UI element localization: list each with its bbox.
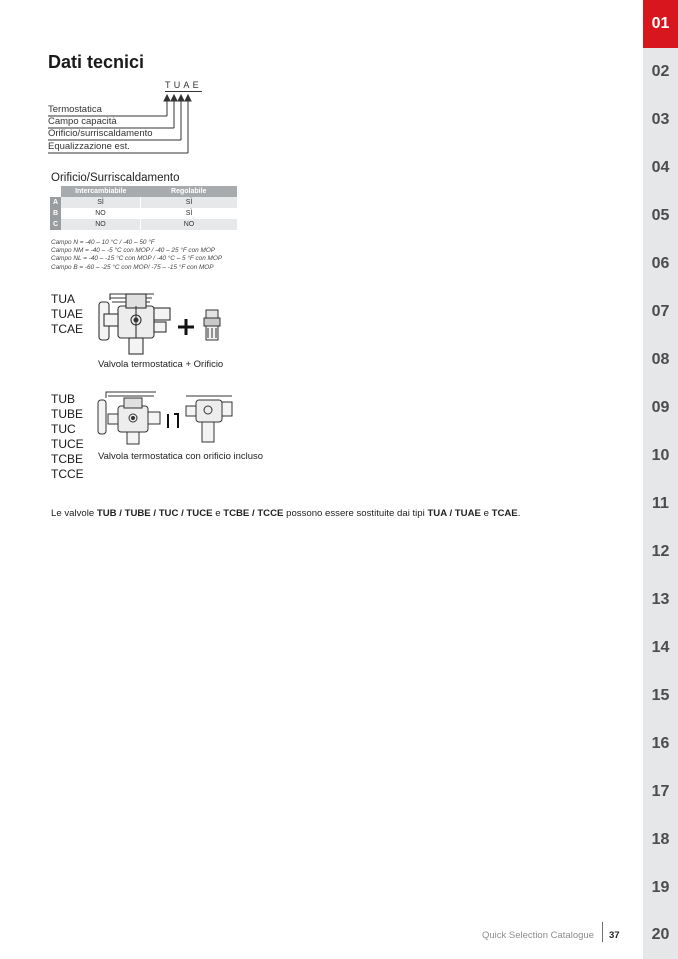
tab-chapter-11[interactable]: 11 <box>652 495 669 512</box>
tab-chapter-08[interactable]: 08 <box>651 351 670 368</box>
model-name: TUA <box>51 292 75 306</box>
valve-models-group-1 <box>51 292 83 337</box>
tab-chapter-16[interactable]: 16 <box>651 735 670 752</box>
tab-chapter-05[interactable]: 05 <box>651 207 670 224</box>
footer-catalogue-title: Quick Selection Catalogue <box>482 930 594 941</box>
legend-item-termostatica: Termostatica <box>48 104 102 115</box>
table-cell: SÌ <box>141 208 238 219</box>
footer-divider <box>602 922 603 942</box>
tab-chapter-19[interactable]: 19 <box>651 879 670 896</box>
tab-chapter-07[interactable]: 07 <box>651 303 670 320</box>
model-name: TUCE <box>51 437 84 451</box>
table-cell: NO <box>61 208 141 219</box>
column-header-intercambiabile: Intercambiabile <box>61 186 141 197</box>
tab-chapter-18[interactable]: 18 <box>651 831 670 848</box>
table-cell: NO <box>141 219 238 230</box>
row-label: B <box>50 208 61 219</box>
tab-chapter-14[interactable]: 14 <box>651 639 670 656</box>
table-row <box>50 208 237 219</box>
model-name: TCCE <box>51 467 84 481</box>
tab-chapter-04[interactable]: 04 <box>651 159 670 176</box>
legend-item-equalizzazione: Equalizzazione est. <box>48 141 130 152</box>
page-title: Dati tecnici <box>48 52 145 72</box>
table-cell: SÌ <box>61 197 141 208</box>
valve-caption-1: Valvola termostatica + Orificio <box>98 359 224 370</box>
model-name: TCAE <box>51 322 84 336</box>
tab-chapter-03[interactable]: 03 <box>651 111 670 128</box>
note-line: Campo NM = -40 – -5 °C con MOP / -40 – 25 °F con MOP <box>51 247 216 255</box>
orifice-table <box>50 186 237 230</box>
tab-chapter-20[interactable]: 20 <box>651 926 670 943</box>
note-line: Campo B = -60 – -25 °C con MOP/ -75 – -15 °F con MOP <box>51 263 214 271</box>
table-cell: NO <box>61 219 141 230</box>
valve-orifice-included-illustration <box>96 388 246 450</box>
model-name: TUB <box>51 392 75 406</box>
table-row <box>50 219 237 230</box>
model-name: TUBE <box>51 407 84 421</box>
tab-chapter-12[interactable]: 12 <box>651 543 670 560</box>
tab-chapter-06[interactable]: 06 <box>651 255 670 272</box>
tab-chapter-17[interactable]: 17 <box>651 783 670 800</box>
valve-models-group-2 <box>51 392 84 482</box>
range-notes <box>51 239 222 272</box>
tab-chapter-01[interactable]: 01 <box>643 0 678 48</box>
note-line: Campo NL = -40 – -15 °C con MOP / -40 °C – 5 °F con MOP <box>51 255 223 263</box>
table-row <box>50 197 237 208</box>
tab-chapter-15[interactable]: 15 <box>651 687 670 704</box>
row-label: A <box>50 197 61 208</box>
note-line: Campo N = -40 – 10 °C / -40 – 50 °F <box>51 239 155 246</box>
tab-chapter-09[interactable]: 09 <box>651 399 670 416</box>
tab-chapter-13[interactable]: 13 <box>651 591 670 608</box>
chapter-tab-bar <box>643 0 678 959</box>
model-code-letters: TUAE <box>165 80 202 90</box>
table-cell: SÌ <box>141 197 238 208</box>
legend-item-orificio: Orificio/surriscaldamento <box>48 128 153 139</box>
column-header-regolabile: Regolabile <box>141 186 238 197</box>
row-label: C <box>50 219 61 230</box>
valve-with-orifice-illustration <box>96 288 246 360</box>
model-name: TUC <box>51 422 76 436</box>
model-name: TUAE <box>51 307 84 321</box>
tab-chapter-02[interactable]: 02 <box>651 63 670 80</box>
tab-chapter-10[interactable]: 10 <box>651 447 670 464</box>
page-number: 37 <box>609 930 620 941</box>
orifice-section-title: Orificio/Surriscaldamento <box>51 172 180 184</box>
table-header-row <box>50 186 237 197</box>
substitution-note: Le valvole TUB / TUBE / TUC / TUCE e TCBE / TCCE possono essere sostituite dai tipi TUA / TUAE e TCAE. <box>51 508 521 519</box>
model-name: TCBE <box>51 452 84 466</box>
valve-caption-2: Valvola termostatica con orificio incluso <box>98 451 264 462</box>
legend-item-campo-capacita: Campo capacità <box>48 116 117 127</box>
